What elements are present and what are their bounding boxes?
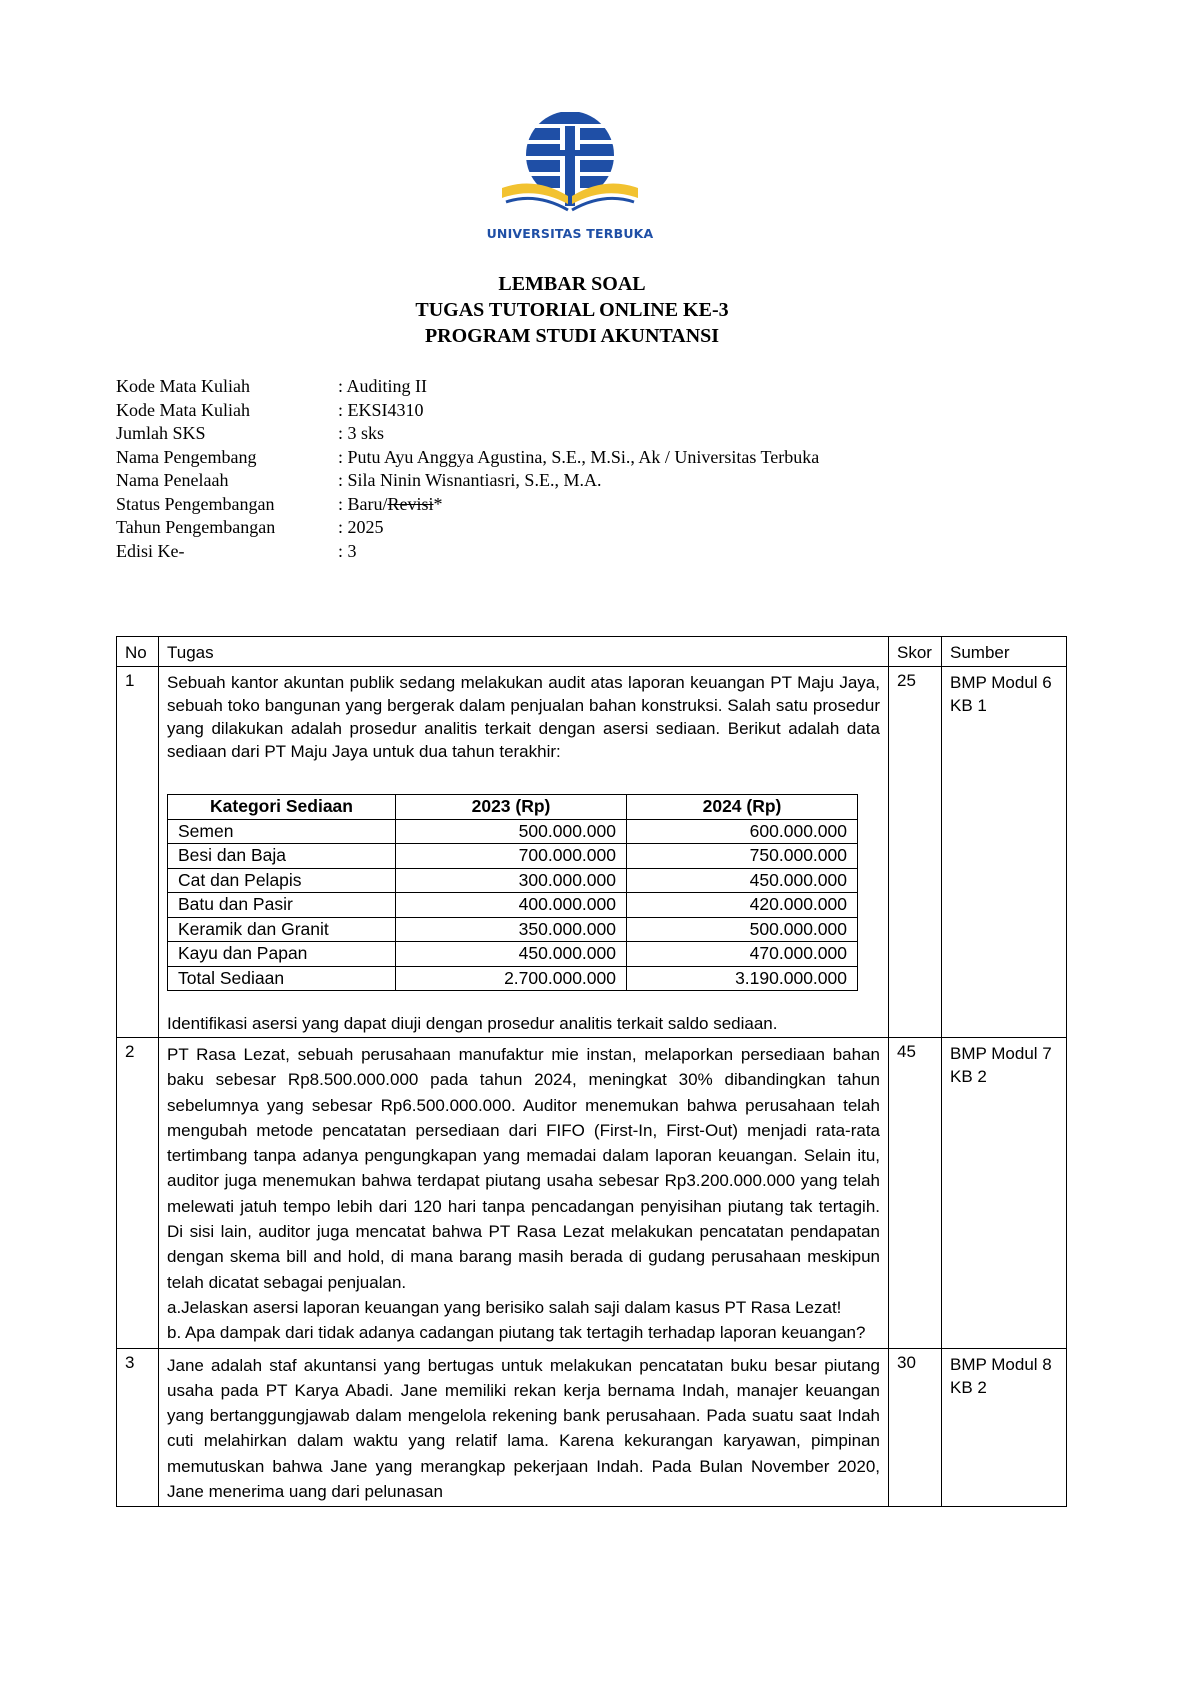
meta-row: Edisi Ke- : 3	[116, 540, 357, 561]
inventory-value-2024: 750.000.000	[627, 844, 858, 869]
task-text: PT Rasa Lezat, sebuah perusahaan manufaktur mie instan, melaporkan persediaan bahan baku sebesar Rp8.500.000.000 pada tahun 2024, meningkat 30% dibandingkan tahun sebelumnya yang sebesar Rp6.500.000.000. Auditor menemukan bahwa perusahaan telah mengubah metode pencatatan persediaan dari FIFO (First-In, First-Out) menjadi rata-rata tertimbang tanpa adanya pengungkapan yang memadai dalam laporan keuangan. Selain itu, auditor juga menemukan bahwa terdapat piutang usaha sebesar Rp3.200.000.000 yang telah melewati jatuh tempo lebih dari 120 hari tanpa pencadangan penyisihan piutang tak tertagih. Di sisi lain, auditor juga mencatat bahwa PT Rasa Lezat melakukan pencatatan pendapatan dengan skema bill and hold, di mana barang masih berada di gudang perusahaan meskipun telah dicatat sebagai penjualan.	[167, 1045, 880, 1292]
meta-row: Status Pengembangan : Baru/Revisi*	[116, 493, 443, 514]
struck-option: Revisi	[387, 493, 434, 514]
inventory-value-2024: 3.190.000.000	[627, 966, 858, 991]
inventory-col-header: 2024 (Rp)	[627, 795, 858, 820]
header-sumber: Sumber	[942, 637, 1067, 667]
row-number: 1	[117, 667, 159, 1038]
document-title	[0, 271, 1144, 349]
inventory-category: Batu dan Pasir	[168, 893, 396, 918]
inventory-category: Cat dan Pelapis	[168, 868, 396, 893]
task-question: Identifikasi asersi yang dapat diuji dengan prosedur analitis terkait saldo sediaan.	[167, 1014, 778, 1033]
inventory-value-2023: 300.000.000	[396, 868, 627, 893]
inventory-value-2023: 500.000.000	[396, 819, 627, 844]
score-cell: 45	[889, 1038, 942, 1349]
inventory-category: Semen	[168, 819, 396, 844]
score-cell: 30	[889, 1348, 942, 1507]
source-cell: BMP Modul 8 KB 2	[942, 1348, 1067, 1507]
inventory-value-2024: 600.000.000	[627, 819, 858, 844]
university-logo	[480, 110, 660, 241]
task-cell	[159, 1348, 889, 1507]
table-row	[117, 667, 1067, 1038]
task-question-a: a.Jelaskan asersi laporan keuangan yang berisiko salah saji dalam kasus PT Rasa Lezat!	[167, 1297, 842, 1317]
inventory-value-2024: 470.000.000	[627, 942, 858, 967]
inventory-row	[168, 868, 858, 893]
logo-text: UNIVERSITAS TERBUKA	[486, 226, 654, 241]
inventory-value-2024: 500.000.000	[627, 917, 858, 942]
meta-row: Nama Pengembang : Putu Ayu Anggya Agustina, S.E., M.Si., Ak / Universitas Terbuka	[116, 446, 820, 467]
task-text: Sebuah kantor akuntan publik sedang melakukan audit atas laporan keuangan PT Maju Jaya, sebuah toko bangunan yang bergerak dalam penjualan bahan konstruksi. Salah satu prosedur yang dilakukan adalah prosedur analitis terkait dengan asersi sediaan. Berikut adalah data sediaan dari PT Maju Jaya untuk dua tahun terakhir:	[167, 673, 880, 761]
inventory-category: Kayu dan Papan	[168, 942, 396, 967]
inventory-value-2023: 400.000.000	[396, 893, 627, 918]
inventory-total-row	[168, 966, 858, 991]
inventory-col-header: Kategori Sediaan	[168, 795, 396, 820]
meta-row: Nama Penelaah : Sila Ninin Wisnantiasri, S.E., M.A.	[116, 470, 602, 490]
inventory-header-row	[168, 795, 858, 820]
inventory-value-2023: 700.000.000	[396, 844, 627, 869]
inventory-row	[168, 819, 858, 844]
inventory-category: Total Sediaan	[168, 966, 396, 991]
inventory-value-2024: 420.000.000	[627, 893, 858, 918]
inventory-value-2023: 450.000.000	[396, 942, 627, 967]
table-row	[117, 1038, 1067, 1349]
inventory-category: Keramik dan Granit	[168, 917, 396, 942]
inventory-row	[168, 893, 858, 918]
header-tugas: Tugas	[159, 637, 889, 667]
task-table	[116, 636, 1067, 1507]
score-cell: 25	[889, 667, 942, 1038]
table-row	[117, 1348, 1067, 1507]
course-info	[116, 375, 819, 563]
task-cell	[159, 1038, 889, 1349]
title-line-2: TUGAS TUTORIAL ONLINE KE-3	[415, 299, 729, 321]
title-line-3: PROGRAM STUDI AKUNTANSI	[424, 325, 720, 347]
source-cell: BMP Modul 7 KB 2	[942, 1038, 1067, 1349]
source-cell: BMP Modul 6 KB 1	[942, 667, 1067, 1038]
inventory-row	[168, 844, 858, 869]
table-header-row	[117, 637, 1067, 667]
inventory-row	[168, 917, 858, 942]
meta-row: Kode Mata Kuliah : Auditing II	[116, 376, 427, 396]
title-line-1: LEMBAR SOAL	[498, 273, 646, 295]
inventory-value-2023: 2.700.000.000	[396, 966, 627, 991]
inventory-value-2024: 450.000.000	[627, 868, 858, 893]
task-text: Jane adalah staf akuntansi yang bertugas untuk melakukan pencatatan buku besar piutang usaha pada PT Karya Abadi. Jane memiliki rekan kerja bernama Indah, manajer keuangan yang bertanggungjawab dalam mengelola rekening bank perusahaan. Pada suatu saat Indah cuti melahirkan dalam waktu yang relatif lama. Karena kekurangan karyawan, pimpinan memutuskan bahwa Jane yang merangkap pekerjaan Indah. Pada Bulan November 2020, Jane menerima uang dari pelunasan	[167, 1355, 880, 1502]
meta-row: Tahun Pengembangan : 2025	[116, 517, 384, 537]
task-question-b: b. Apa dampak dari tidak adanya cadangan piutang tak tertagih terhadap laporan keuangan?	[167, 1323, 866, 1343]
logo-emblem-icon	[480, 110, 660, 222]
inventory-col-header: 2023 (Rp)	[396, 795, 627, 820]
task-cell	[159, 667, 889, 1038]
inventory-table	[167, 794, 858, 991]
inventory-value-2023: 350.000.000	[396, 917, 627, 942]
meta-row: Jumlah SKS : 3 sks	[116, 423, 385, 443]
inventory-category: Besi dan Baja	[168, 844, 396, 869]
row-number: 3	[117, 1348, 159, 1507]
row-number: 2	[117, 1038, 159, 1349]
header-no: No	[117, 637, 159, 667]
header-skor: Skor	[889, 637, 942, 667]
inventory-row	[168, 942, 858, 967]
meta-row: Kode Mata Kuliah : EKSI4310	[116, 399, 424, 420]
